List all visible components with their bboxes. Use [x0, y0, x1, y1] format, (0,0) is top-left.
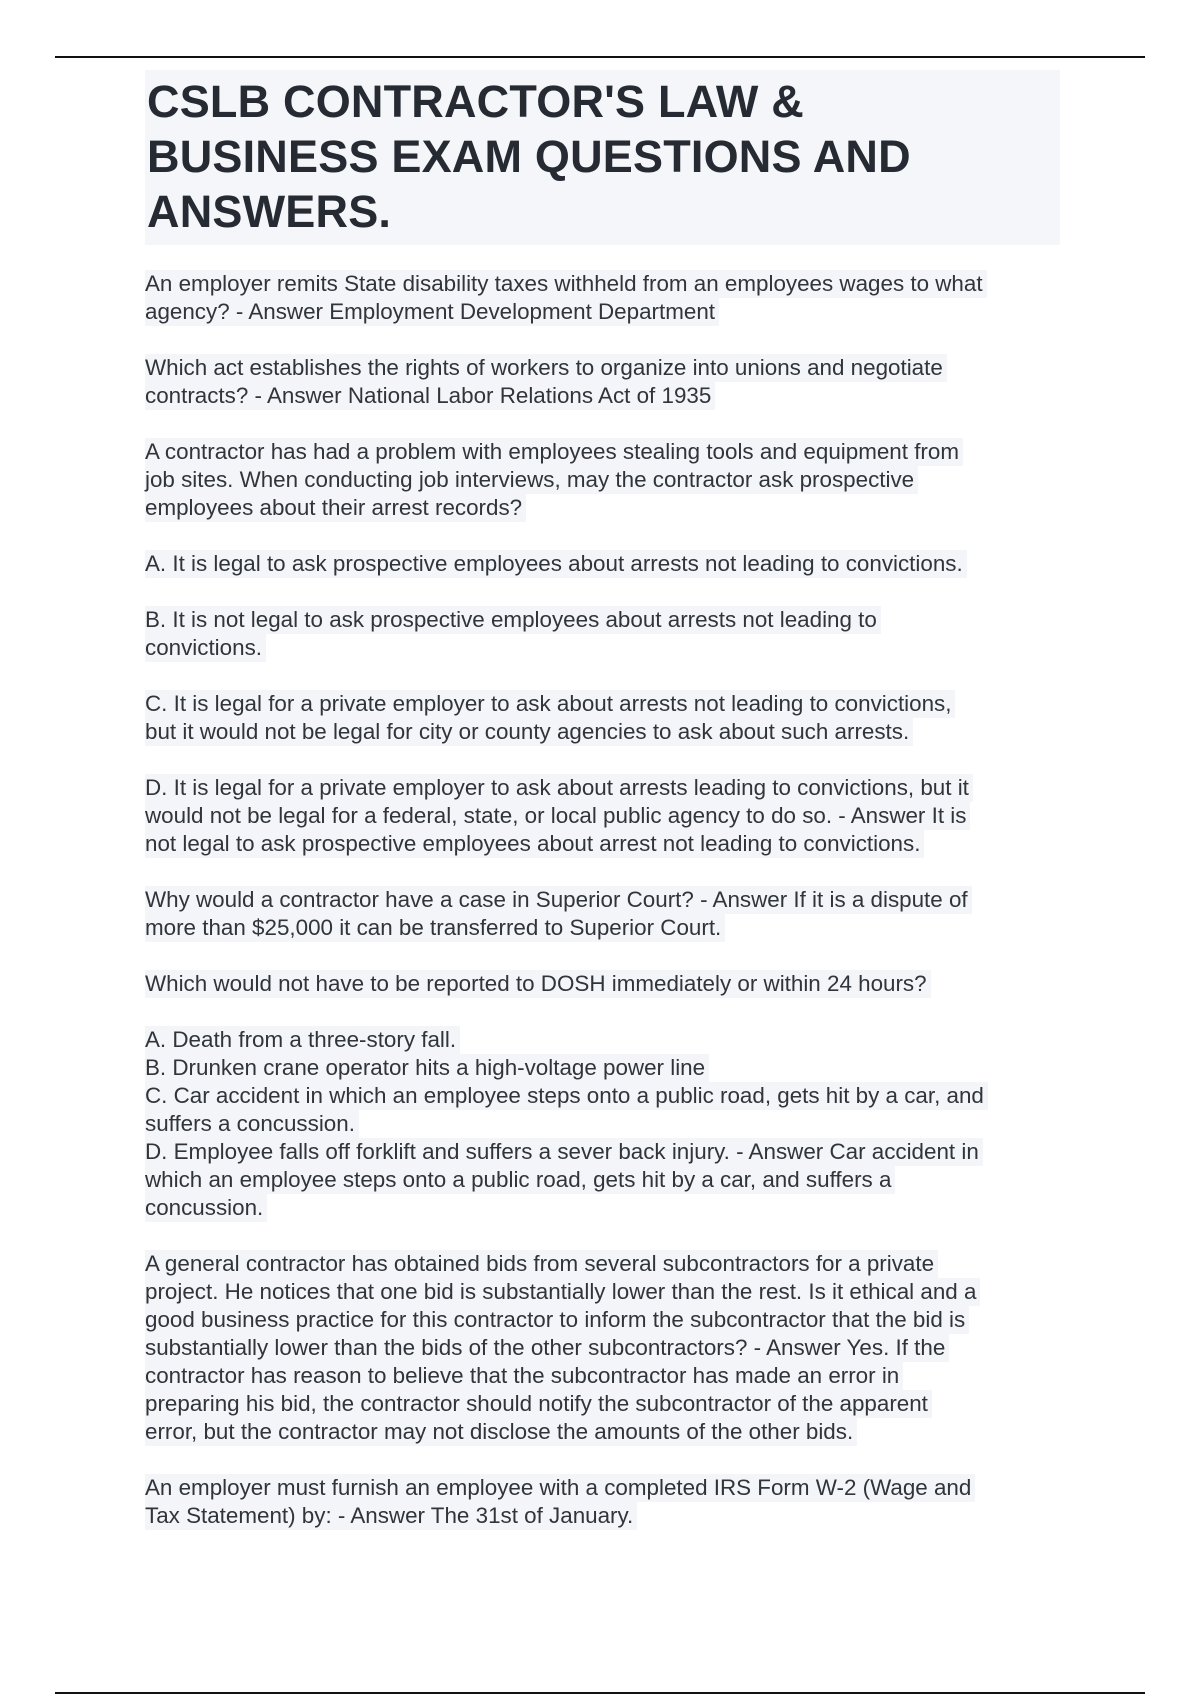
text-line: D. Employee falls off forklift and suffers a sever back injury. - Answer Car accident in [145, 1138, 983, 1166]
text-line: which an employee steps onto a public road, gets hit by a car, and suffers a [145, 1166, 895, 1194]
top-rule [55, 56, 1145, 58]
text-line: good business practice for this contractor to inform the subcontractor that the bid is [145, 1306, 969, 1334]
text-line: concussion. [145, 1194, 267, 1222]
qa-paragraph [145, 354, 1060, 410]
text-line: C. Car accident in which an employee steps onto a public road, gets hit by a car, and [145, 1082, 988, 1110]
text-line: would not be legal for a federal, state, or local public agency to do so. - Answer It is [145, 802, 970, 830]
answer-option [145, 550, 1060, 578]
text-line: A contractor has had a problem with employees stealing tools and equipment from [145, 438, 963, 466]
text-line: project. He notices that one bid is substantially lower than the rest. Is it ethical and a [145, 1278, 980, 1306]
title-line: CSLB CONTRACTOR'S LAW & [147, 76, 804, 127]
document-content [145, 70, 1060, 1530]
text-line: job sites. When conducting job interviews, may the contractor ask prospective [145, 466, 918, 494]
text-line: contractor has reason to believe that the subcontractor has made an error in [145, 1362, 903, 1390]
qa-paragraph [145, 1250, 1060, 1446]
answer-option [145, 774, 1060, 858]
qa-paragraph [145, 270, 1060, 326]
text-line: not legal to ask prospective employees about arrest not leading to convictions. [145, 830, 924, 858]
text-line: A general contractor has obtained bids from several subcontractors for a private [145, 1250, 938, 1278]
text-line: Which act establishes the rights of workers to organize into unions and negotiate [145, 354, 947, 382]
text-line: but it would not be legal for city or county agencies to ask about such arrests. [145, 718, 913, 746]
text-line: preparing his bid, the contractor should notify the subcontractor of the apparent [145, 1390, 932, 1418]
text-line: B. It is not legal to ask prospective employees about arrests not leading to [145, 606, 881, 634]
document-title [145, 70, 1060, 245]
title-line: BUSINESS EXAM QUESTIONS AND [147, 131, 911, 182]
answer-options-list [145, 1026, 1060, 1222]
text-line: A. Death from a three-story fall. [145, 1026, 460, 1054]
answer-option [145, 690, 1060, 746]
text-line: B. Drunken crane operator hits a high-voltage power line [145, 1054, 709, 1082]
text-line: agency? - Answer Employment Development Department [145, 298, 719, 326]
text-line: suffers a concussion. [145, 1110, 359, 1138]
text-line: A. It is legal to ask prospective employees about arrests not leading to convictions. [145, 550, 967, 578]
document-body [145, 270, 1060, 1530]
answer-option [145, 606, 1060, 662]
text-line: contracts? - Answer National Labor Relations Act of 1935 [145, 382, 715, 410]
title-line: ANSWERS. [147, 186, 392, 237]
text-line: substantially lower than the bids of the other subcontractors? - Answer Yes. If the [145, 1334, 949, 1362]
text-line: employees about their arrest records? [145, 494, 526, 522]
question-paragraph [145, 438, 1060, 522]
text-line: Tax Statement) by: - Answer The 31st of January. [145, 1502, 637, 1530]
text-line: Which would not have to be reported to DOSH immediately or within 24 hours? [145, 970, 931, 998]
text-line: An employer remits State disability taxes withheld from an employees wages to what [145, 270, 987, 298]
qa-paragraph [145, 1474, 1060, 1530]
text-line: more than $25,000 it can be transferred to Superior Court. [145, 914, 725, 942]
text-line: C. It is legal for a private employer to ask about arrests not leading to convictions, [145, 690, 955, 718]
text-line: convictions. [145, 634, 266, 662]
text-line: An employer must furnish an employee with a completed IRS Form W-2 (Wage and [145, 1474, 975, 1502]
bottom-rule [55, 1692, 1145, 1694]
question-paragraph [145, 970, 1060, 998]
text-line: error, but the contractor may not disclose the amounts of the other bids. [145, 1418, 857, 1446]
text-line: D. It is legal for a private employer to ask about arrests leading to convictions, but it [145, 774, 973, 802]
text-line: Why would a contractor have a case in Superior Court? - Answer If it is a dispute of [145, 886, 972, 914]
qa-paragraph [145, 886, 1060, 942]
